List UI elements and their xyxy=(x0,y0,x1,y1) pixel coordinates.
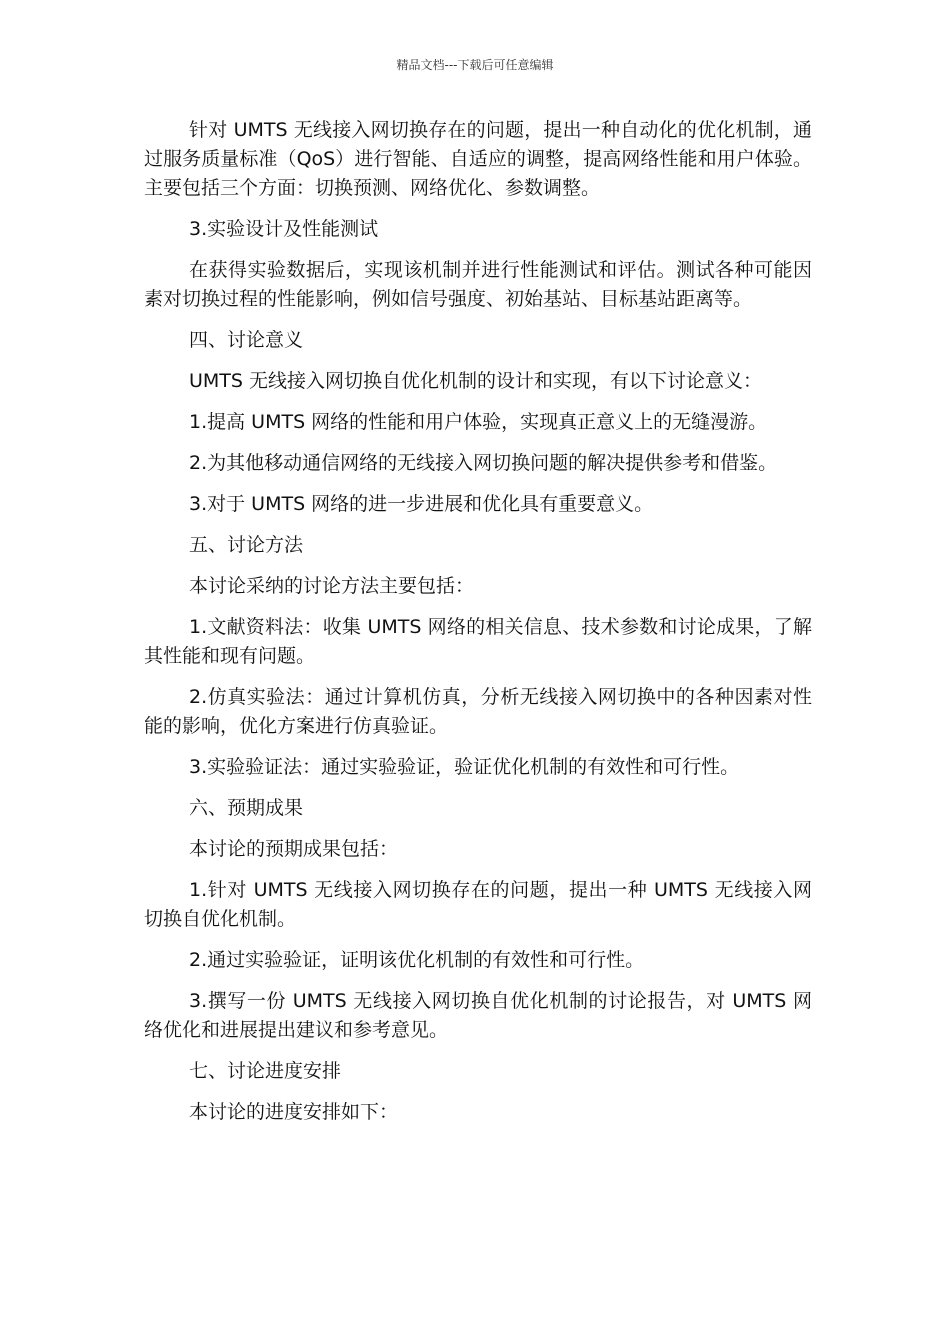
list-item-result-3: 3.撰写一份 UMTS 无线接入网切换自优化机制的讨论报告，对 UMTS 网络优化和进展提出建议和参考意见。 xyxy=(144,990,812,1041)
list-item-significance-2: 2.为其他移动通信网络的无线接入网切换问题的解决提供参考和借鉴。 xyxy=(189,452,778,474)
paragraph-optimization-mechanism: 针对 UMTS 无线接入网切换存在的问题，提出一种自动化的优化机制，通过服务质量标准（QoS）进行智能、自适应的调整，提高网络性能和用户体验。主要包括三个方面：切换预测、网络优化、参数调整。 xyxy=(144,119,812,199)
document-body xyxy=(144,116,812,1139)
list-item-result-1: 1.针对 UMTS 无线接入网切换存在的问题，提出一种 UMTS 无线接入网切换自优化机制。 xyxy=(144,879,812,930)
list-item-significance-1: 1.提高 UMTS 网络的性能和用户体验，实现真正意义上的无缝漫游。 xyxy=(189,411,768,433)
section-heading-significance: 四、讨论意义 xyxy=(189,329,304,351)
section-heading-expected-results: 六、预期成果 xyxy=(189,797,304,819)
section-heading-schedule: 七、讨论进度安排 xyxy=(189,1060,342,1082)
paragraph-schedule-intro: 本讨论的进度安排如下： xyxy=(189,1101,399,1123)
list-item-significance-3: 3.对于 UMTS 网络的进一步进展和优化具有重要意义。 xyxy=(189,493,654,515)
list-item-method-3: 3.实验验证法：通过实验验证，验证优化机制的有效性和可行性。 xyxy=(189,756,740,778)
subheading-experiment-design: 3.实验设计及性能测试 xyxy=(189,218,379,240)
paragraph-performance-testing: 在获得实验数据后，实现该机制并进行性能测试和评估。测试各种可能因素对切换过程的性能影响，例如信号强度、初始基站、目标基站距离等。 xyxy=(144,259,812,310)
page-header: 精品文档---下载后可任意编辑 xyxy=(396,58,554,72)
paragraph-results-intro: 本讨论的预期成果包括： xyxy=(189,838,399,860)
paragraph-methods-intro: 本讨论采纳的讨论方法主要包括： xyxy=(189,575,475,597)
paragraph-significance-intro: UMTS 无线接入网切换自优化机制的设计和实现，有以下讨论意义： xyxy=(189,370,763,392)
section-heading-methods: 五、讨论方法 xyxy=(189,534,304,556)
list-item-method-1: 1.文献资料法：收集 UMTS 网络的相关信息、技术参数和讨论成果，了解其性能和现有问题。 xyxy=(144,616,812,667)
list-item-method-2: 2.仿真实验法：通过计算机仿真，分析无线接入网切换中的各种因素对性能的影响，优化方案进行仿真验证。 xyxy=(144,686,812,737)
list-item-result-2: 2.通过实验验证，证明该优化机制的有效性和可行性。 xyxy=(189,949,645,971)
